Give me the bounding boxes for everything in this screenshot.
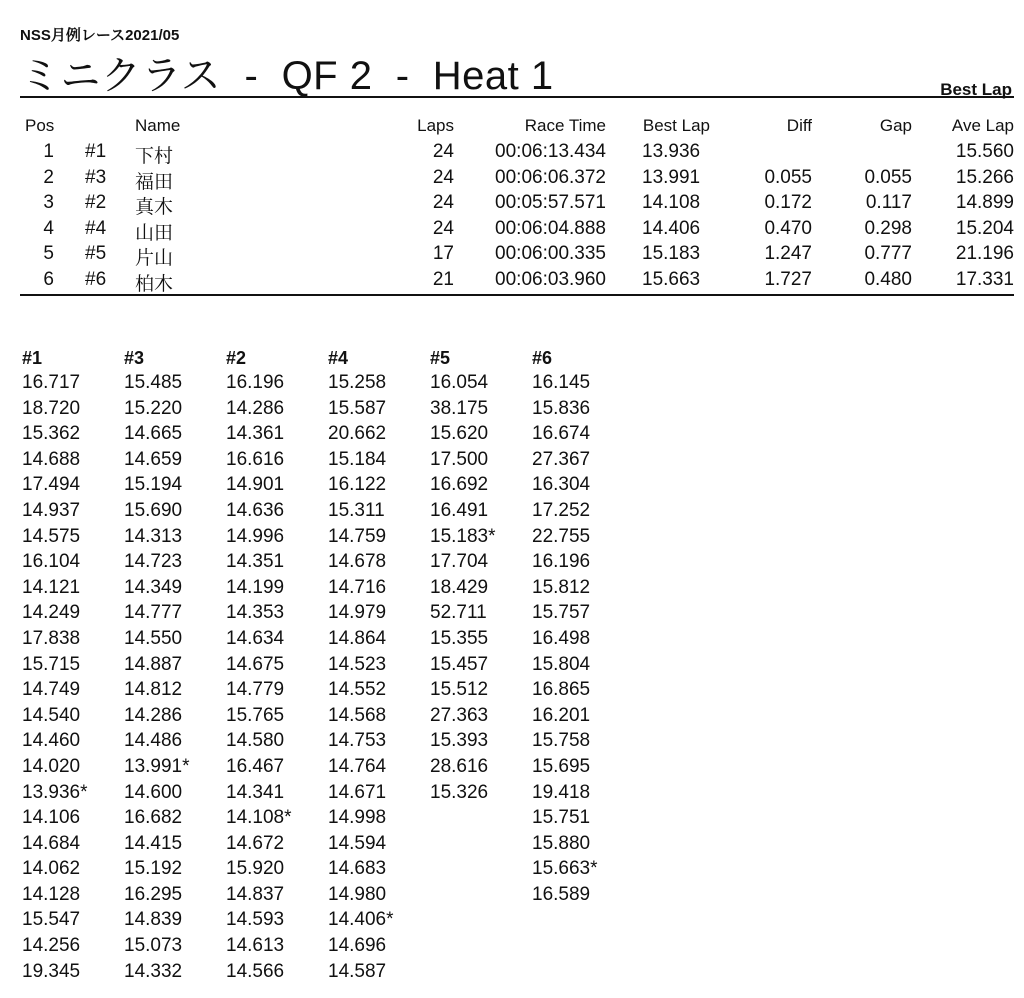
- result-num: #2: [85, 192, 107, 213]
- lap-time: 14.580: [226, 730, 285, 752]
- lap-column-car-number: #5: [430, 348, 451, 368]
- result-diff: 0.172: [764, 192, 812, 213]
- lap-time: 15.547: [22, 909, 81, 931]
- lap-time: 14.062: [22, 858, 81, 880]
- lap-time: 14.753: [328, 730, 387, 752]
- lap-time: 15.192: [124, 858, 183, 880]
- lap-time: 14.716: [328, 576, 387, 598]
- lap-time: 15.355: [430, 627, 489, 649]
- lap-time: 14.839: [124, 909, 183, 931]
- result-race-time: 00:05:57.571: [495, 192, 606, 213]
- lap-time: 14.199: [226, 576, 285, 598]
- lap-time: 14.108*: [226, 807, 292, 829]
- result-gap: 0.117: [865, 192, 912, 213]
- lap-time: 15.184: [328, 448, 387, 470]
- top-rule: [20, 96, 1014, 98]
- header-best-lap: Best Lap: [642, 116, 710, 135]
- result-pos: 1: [43, 141, 54, 162]
- result-diff: 0.055: [764, 166, 812, 188]
- lap-time: 14.568: [328, 704, 387, 726]
- lap-time: 16.717: [22, 372, 81, 393]
- lap-time: 14.566: [226, 960, 285, 982]
- header-pos: Pos: [25, 116, 55, 135]
- result-ave-lap: 21.196: [955, 243, 1014, 264]
- lap-time: 14.552: [328, 679, 387, 701]
- result-pos: 6: [43, 268, 54, 290]
- lap-time: 14.887: [124, 653, 183, 675]
- lap-time: 14.678: [328, 551, 387, 573]
- result-laps: 24: [432, 141, 454, 162]
- result-pos: 3: [43, 192, 54, 213]
- result-gap: 0.298: [864, 217, 912, 239]
- lap-time: 14.349: [124, 576, 183, 598]
- lap-time: 14.550: [124, 627, 183, 649]
- result-race-time: 00:06:03.960: [495, 268, 606, 290]
- result-pos: 2: [43, 166, 54, 188]
- lap-column-car-number: #1: [22, 348, 43, 368]
- lap-time: 14.249: [22, 602, 81, 624]
- result-ave-lap: 15.266: [955, 166, 1014, 188]
- result-pos: 5: [43, 243, 54, 264]
- lap-time: 14.901: [226, 474, 285, 496]
- lap-time: 38.175: [430, 397, 489, 419]
- lap-time: 15.804: [532, 653, 591, 675]
- lap-time: 15.258: [328, 372, 387, 393]
- lap-time: 14.998: [328, 807, 387, 829]
- lap-time: 16.054: [430, 372, 489, 393]
- lap-time: 16.467: [226, 755, 285, 777]
- result-best-lap: 13.991: [642, 166, 701, 188]
- lap-time: 14.688: [22, 448, 81, 470]
- result-name: 片山: [135, 248, 174, 269]
- lap-time: 15.695: [532, 755, 591, 777]
- result-laps: 24: [432, 166, 454, 188]
- lap-time: 14.286: [124, 704, 183, 726]
- lap-time: 15.880: [532, 832, 591, 854]
- lap-time: 16.196: [532, 551, 591, 573]
- lap-time: 17.500: [430, 448, 489, 470]
- lap-time: 18.429: [430, 576, 489, 598]
- result-ave-lap: 17.331: [955, 268, 1014, 290]
- lap-time: 16.692: [430, 474, 489, 496]
- result-pos: 4: [43, 217, 54, 239]
- lap-time: 13.936*: [22, 781, 88, 803]
- lap-time: 52.711: [430, 602, 487, 624]
- lap-time: 14.659: [124, 448, 183, 470]
- lap-time: 14.351: [226, 551, 285, 573]
- lap-time: 16.498: [532, 627, 591, 649]
- lap-time: 15.620: [430, 423, 489, 445]
- lap-time: 14.723: [124, 551, 183, 573]
- result-name: 下村: [135, 146, 174, 167]
- result-name: 山田: [135, 222, 174, 244]
- lap-time: 16.616: [226, 448, 285, 470]
- lap-time: 14.777: [124, 602, 183, 624]
- header-gap: Gap: [879, 116, 912, 135]
- result-race-time: 00:06:00.335: [495, 243, 606, 264]
- result-num: #3: [85, 166, 107, 188]
- lap-column: [22, 348, 122, 984]
- lap-time: 22.755: [532, 525, 591, 547]
- lap-time: 14.636: [226, 499, 285, 521]
- lap-time: 15.220: [124, 397, 183, 419]
- lap-column: [532, 348, 632, 907]
- lap-time: 14.540: [22, 704, 81, 726]
- lap-time: 16.304: [532, 474, 591, 496]
- lap-time: 16.104: [22, 551, 81, 573]
- lap-time: 14.020: [22, 755, 81, 777]
- result-diff: 0.470: [764, 217, 812, 239]
- lap-time: 19.345: [22, 960, 81, 982]
- lap-time: 14.759: [328, 525, 387, 547]
- lap-time: 17.494: [22, 474, 81, 496]
- lap-time: 14.600: [124, 781, 183, 803]
- lap-time: 14.675: [226, 653, 285, 675]
- lap-column: [124, 348, 224, 984]
- lap-time: 14.937: [22, 499, 81, 521]
- lap-time: 14.415: [124, 832, 183, 854]
- lap-time: 14.128: [22, 883, 81, 905]
- lap-time: 14.121: [22, 576, 81, 598]
- lap-time: 15.393: [430, 730, 489, 752]
- result-laps: 17: [432, 243, 454, 264]
- header-diff: Diff: [786, 116, 812, 135]
- lap-time: 16.295: [124, 883, 183, 905]
- lap-time: 15.715: [22, 653, 81, 675]
- lap-time: 14.575: [22, 525, 81, 547]
- result-laps: 21: [432, 268, 454, 290]
- lap-time: 14.594: [328, 832, 387, 854]
- lap-time: 18.720: [22, 397, 81, 419]
- lap-time: 14.672: [226, 832, 285, 854]
- lap-time: 28.616: [430, 755, 489, 777]
- best-lap-corner-label: Best Lap: [940, 80, 1012, 99]
- lap-time: 27.367: [532, 448, 591, 470]
- result-num: #5: [85, 243, 107, 264]
- event-subtitle: NSS月例レース2021/05: [20, 27, 180, 44]
- lap-time: 14.256: [22, 935, 81, 957]
- lap-time: 15.485: [124, 372, 183, 393]
- result-num: #1: [85, 141, 107, 162]
- lap-time: 16.122: [328, 474, 387, 496]
- lap-time: 16.674: [532, 423, 591, 445]
- lap-time: 14.837: [226, 883, 285, 905]
- lap-time: 14.406*: [328, 909, 394, 931]
- lap-time: 17.252: [532, 499, 591, 521]
- result-num: #4: [85, 217, 107, 239]
- lap-time: 14.313: [124, 525, 183, 547]
- lap-time: 14.523: [328, 653, 387, 675]
- result-num: #6: [85, 268, 107, 290]
- lap-time: 15.757: [532, 602, 591, 624]
- lap-time: 14.587: [328, 960, 387, 982]
- result-name: 福田: [135, 171, 174, 193]
- lap-time: 16.682: [124, 807, 183, 829]
- lap-time: 14.106: [22, 807, 81, 829]
- header-name: Name: [135, 116, 181, 135]
- lap-time: 15.751: [532, 807, 591, 829]
- lap-time: 15.362: [22, 423, 81, 445]
- lap-time: 15.690: [124, 499, 183, 521]
- lap-time: 16.589: [532, 883, 591, 905]
- lap-time: 15.457: [430, 653, 489, 675]
- lap-time: 15.194: [124, 474, 183, 496]
- result-laps: 24: [432, 217, 454, 239]
- result-best-lap: 15.663: [642, 268, 701, 290]
- bottom-rule: [20, 294, 1014, 296]
- lap-time: 14.486: [124, 730, 183, 752]
- lap-time: 14.460: [22, 730, 81, 752]
- lap-column: [226, 348, 326, 984]
- lap-time: 14.812: [124, 679, 183, 701]
- lap-time: 14.286: [226, 397, 285, 419]
- lap-time: 27.363: [430, 704, 489, 726]
- result-diff: 1.727: [764, 268, 812, 290]
- result-best-lap: 15.183: [642, 243, 701, 264]
- lap-time: 14.684: [22, 832, 81, 854]
- result-race-time: 00:06:13.434: [495, 141, 606, 162]
- result-name: 柏木: [135, 273, 174, 295]
- result-race-time: 00:06:06.372: [495, 166, 606, 188]
- result-race-time: 00:06:04.888: [495, 217, 606, 239]
- lap-time: 17.838: [22, 627, 81, 649]
- header-laps: Laps: [417, 116, 454, 135]
- lap-time: 15.812: [532, 576, 591, 598]
- lap-time: 16.196: [226, 372, 285, 393]
- result-gap: 0.777: [864, 243, 912, 264]
- lap-time: 14.996: [226, 525, 285, 547]
- lap-time: 14.613: [226, 935, 285, 957]
- lap-time: 14.979: [328, 602, 387, 624]
- result-ave-lap: 15.204: [955, 217, 1014, 239]
- lap-time: 15.183*: [430, 525, 496, 547]
- lap-time: 14.341: [226, 781, 285, 803]
- result-gap: 0.055: [864, 166, 912, 188]
- result-ave-lap: 14.899: [955, 192, 1014, 213]
- result-gap: 0.480: [864, 268, 912, 290]
- lap-time: 14.665: [124, 423, 183, 445]
- lap-time: 14.361: [226, 423, 285, 445]
- lap-time: 20.662: [328, 423, 387, 445]
- lap-time: 16.491: [430, 499, 489, 521]
- lap-time: 14.671: [328, 781, 387, 803]
- lap-time: 14.864: [328, 627, 387, 649]
- lap-time: 14.696: [328, 935, 387, 957]
- result-best-lap: 14.406: [642, 217, 701, 239]
- result-name: 真木: [135, 197, 174, 218]
- result-best-lap: 13.936: [642, 141, 701, 162]
- lap-time: 16.865: [532, 679, 591, 701]
- lap-time: 14.683: [328, 858, 387, 880]
- result-laps: 24: [432, 192, 454, 213]
- result-diff: 1.247: [764, 243, 812, 264]
- lap-time: 15.326: [430, 781, 489, 803]
- lap-time: 15.836: [532, 397, 591, 419]
- result-ave-lap: 15.560: [955, 141, 1014, 162]
- header-ave-lap: Ave Lap: [951, 116, 1014, 135]
- lap-time: 17.704: [430, 551, 489, 573]
- lap-time: 14.980: [328, 883, 387, 905]
- lap-time: 15.073: [124, 935, 183, 957]
- lap-column-car-number: #6: [532, 348, 553, 368]
- lap-time: 19.418: [532, 781, 591, 803]
- lap-time: 14.779: [226, 679, 285, 701]
- lap-time: 15.663*: [532, 858, 598, 880]
- lap-time: 16.145: [532, 372, 591, 393]
- lap-time: 14.353: [226, 602, 285, 624]
- lap-time: 14.332: [124, 960, 183, 982]
- heat-title: ミニクラス - QF 2 - Heat 1: [20, 54, 554, 98]
- lap-time: 14.764: [328, 755, 387, 777]
- lap-time: 13.991*: [124, 755, 190, 777]
- lap-time: 15.765: [226, 704, 285, 726]
- lap-column: [430, 348, 530, 805]
- lap-time: 14.593: [226, 909, 285, 931]
- lap-column: [328, 348, 428, 984]
- lap-time: 14.749: [22, 679, 81, 701]
- lap-time: 16.201: [532, 704, 591, 726]
- header-race-time: Race Time: [524, 116, 606, 135]
- lap-time: 15.512: [430, 679, 489, 701]
- lap-time: 15.311: [328, 499, 385, 521]
- lap-time: 14.634: [226, 627, 285, 649]
- lap-column-car-number: #3: [124, 348, 145, 368]
- lap-time: 15.920: [226, 858, 285, 880]
- result-best-lap: 14.108: [642, 192, 701, 213]
- lap-column-car-number: #2: [226, 348, 247, 368]
- lap-time: 15.587: [328, 397, 387, 419]
- lap-column-car-number: #4: [328, 348, 349, 368]
- lap-time: 15.758: [532, 730, 591, 752]
